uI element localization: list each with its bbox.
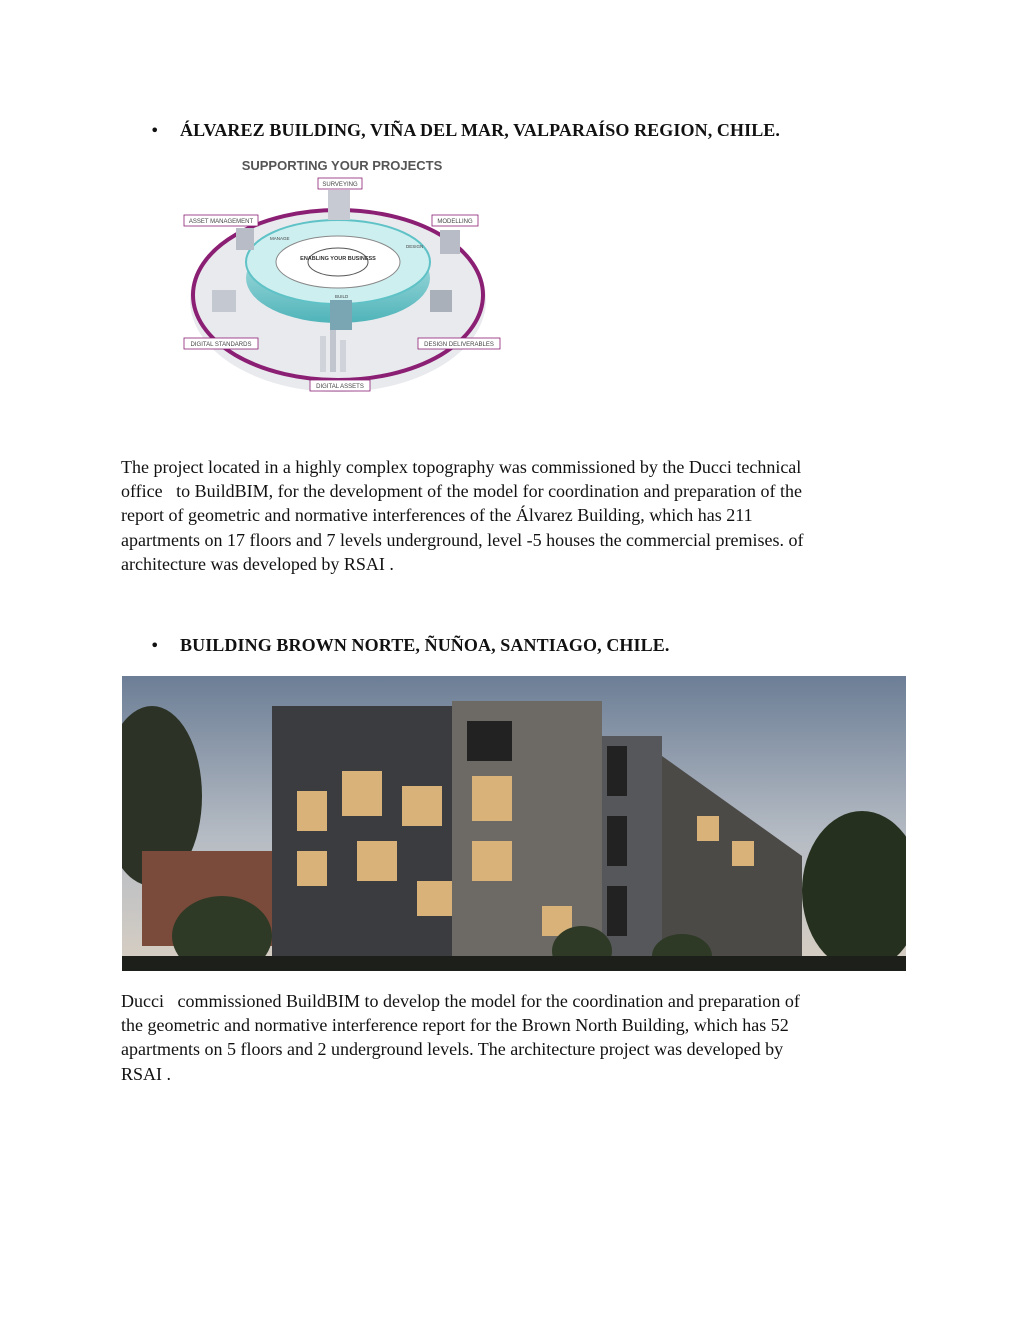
- paragraph-alvarez: The project located in a highly complex topography was commissioned by the Ducci technical office to BuildBIM, for the development of the model for coordination and preparation of the report of geometric and normative interferences of the Álvarez Building, which has 211 apartments on 17 floors and 7 levels underground, level -5 houses the commercial premises. of architecture was developed by RSAI .: [121, 457, 804, 574]
- diagram-center-label: ENABLING YOUR BUSINESS: [300, 256, 376, 262]
- heading-text: BUILDING BROWN NORTE, ÑUÑOA, SANTIAGO, CHILE.: [180, 635, 670, 655]
- supporting-projects-diagram: [180, 150, 510, 400]
- label-design: DESIGN: [406, 244, 424, 249]
- label-surveying: SURVEYING: [322, 182, 358, 188]
- paragraph-brown-norte: Ducci commissioned BuildBIM to develop the model for the coordination and preparation of the geometric and normative interference report for the Brown North Building, which has 52 apartments on 5 floors and 2 underground levels. The architecture project was developed by RSAI .: [121, 991, 800, 1084]
- label-digital-assets: DIGITAL ASSETS: [316, 384, 364, 390]
- label-manage: MANAGE: [270, 236, 290, 241]
- heading-text: ÁLVAREZ BUILDING, VIÑA DEL MAR, VALPARAÍSO REGION, CHILE.: [180, 120, 781, 140]
- bullet: •: [150, 121, 160, 140]
- diagram-title: SUPPORTING YOUR PROJECTS: [241, 158, 443, 173]
- label-build: BUILD: [335, 294, 349, 299]
- label-design-deliverables: DESIGN DELIVERABLES: [424, 342, 494, 348]
- bullet: •: [150, 636, 160, 655]
- building-photo: [122, 676, 906, 971]
- section-heading-alvarez: [150, 120, 780, 141]
- label-modelling: MODELLING: [437, 219, 473, 225]
- label-digital-standards: DIGITAL STANDARDS: [190, 342, 252, 348]
- section-heading-brown-norte: [150, 635, 669, 656]
- label-asset-management: ASSET MANAGEMENT: [188, 219, 254, 225]
